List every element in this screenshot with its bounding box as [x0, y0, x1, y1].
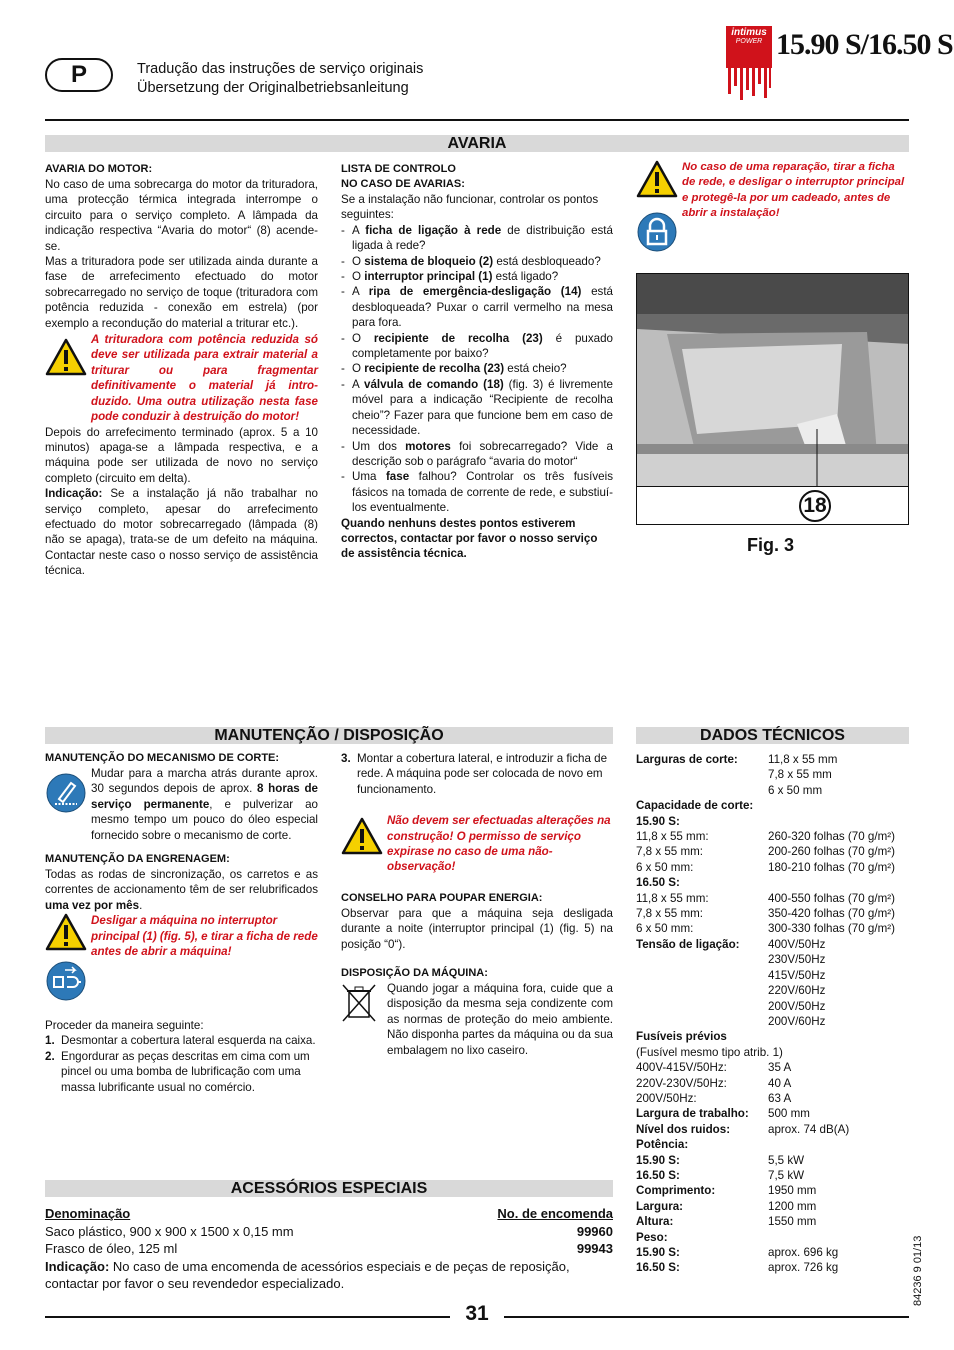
spec-row: 15.90 S:	[636, 814, 680, 828]
manut-col2	[341, 751, 613, 1058]
spec-row: Tensão de ligação: 400V/50Hz	[636, 937, 826, 951]
step-2: 2. Engordurar as peças descritas em cima com um pincel ou uma bomba de lubrificação com uma massa lubrificante usual no comércio.	[45, 1049, 310, 1094]
oil-can-icon	[45, 772, 87, 814]
warning-icon	[45, 913, 87, 951]
spec-row: 15.90 S: 5,5 kW	[636, 1153, 805, 1167]
spec-row: Largura de trabalho: 500 mm	[636, 1107, 810, 1121]
fig3-photo	[636, 273, 909, 525]
motor-fault-p1: No caso de uma sobrecarga do motor da trituradora, uma protecção térmica integrada interrompe o circuito para o serviço completo. A lâmpada da indicação respectiva “Avaria do motor“ (8) acende-se.	[45, 178, 318, 253]
doc-code: 84236 9 01/13	[912, 1235, 924, 1306]
crossed-bin-icon	[341, 981, 379, 1023]
motor-fault-note: Indicação: Se a instalação já não trabalhar no serviço completo, apesar do arrefecimento efectuado do motor sobrecarregado (lâmpada (8) não se apaga), trata-se de um defeito na máquina. Contactar neste caso o nosso serviço de assistência técnica.	[45, 487, 318, 578]
spec-row: 6 x 50 mm	[768, 783, 823, 797]
checklist-item: - O sistema de bloqueio (2) está desbloqueado?	[341, 254, 601, 268]
disposal-text: Quando jogar a máquina fora, cuide que a disposição da mesma seja condizente com as normas de proteção do meio ambiente. Não disponha partes da máquina ou da sua embalagem no lixo caseiro.	[387, 982, 613, 1057]
spec-row: 6 x 50 mm: 300-330 folhas (70 g/m²)	[636, 922, 895, 936]
spec-row: 200V/60Hz	[768, 1014, 826, 1028]
spec-row: Larguras de corte: 11,8 x 55 mm	[636, 753, 838, 766]
warning-icon	[636, 160, 678, 198]
energy-heading: CONSELHO PARA POUPAR ENERGIA:	[341, 891, 543, 904]
spec-row: 7,8 x 55 mm: 200-260 folhas (70 g/m²)	[636, 845, 895, 859]
gear-maint-heading: MANUTENÇÃO DA ENGRENAGEM:	[45, 853, 230, 866]
spec-row: 220V/60Hz	[768, 984, 826, 998]
col-name-header: Denominação	[45, 1206, 131, 1221]
acess-header-row	[45, 1205, 613, 1223]
spec-row: 7,8 x 55 mm: 350-420 folhas (70 g/m²)	[636, 907, 895, 921]
lang-badge: P	[45, 58, 113, 92]
spec-row: 415V/50Hz	[768, 968, 826, 982]
avaria-heading: AVARIA	[45, 135, 909, 152]
spec-row: 400V-415V/50Hz: 35 A	[636, 1061, 792, 1075]
checklist-item: - A válvula de comando (18) (fig. 3) é livremente móvel para a indicação “Recipiente de recolha cheio”? Fazer para que funcione bem em caso de necessidade.	[341, 377, 613, 438]
table-row: Frasco de óleo, 125 ml 99943	[45, 1241, 613, 1256]
page-number: 31	[465, 1302, 489, 1325]
spec-row: Potência:	[636, 1138, 689, 1152]
spec-row: 11,8 x 55 mm: 400-550 folhas (70 g/m²)	[636, 891, 895, 905]
cutting-maint-text: Mudar para a marcha atrás durante aprox. 30 segundos depois de aprox. 8 horas de serviço permanente, e pulverizar ao mesmo tempo um pouco do óleo especial fornecido sobre o mecanismo de corte.	[91, 767, 318, 842]
cutting-maint-heading: MANUTENÇÃO DO MECANISMO DE CORTE:	[45, 752, 280, 764]
checklist-item: - O recipiente de recolha (23) é puxado completamente por baixo?	[341, 331, 613, 361]
checklist-intro: Se a instalação não funcionar, controlar os pontos seguintes:	[341, 193, 599, 222]
avaria-col3	[636, 160, 909, 258]
spec-row: Peso:	[636, 1230, 668, 1244]
spec-row: 16.50 S: 7,5 kW	[636, 1168, 805, 1182]
checklist-heading: LISTA DE CONTROLO	[341, 163, 456, 175]
fig3-illustration	[637, 274, 909, 525]
checklist	[341, 223, 613, 516]
spec-row: 6 x 50 mm: 180-210 folhas (70 g/m²)	[636, 860, 895, 874]
spec-row: 11,8 x 55 mm: 260-320 folhas (70 g/m²)	[636, 830, 895, 844]
checklist-closing: Quando nenhuns destes pontos estiverem correctos, contactar por favor o nosso serviço de assistência técnica.	[341, 516, 598, 561]
callout-18: 18	[799, 490, 831, 522]
spec-row: Fusíveis prévios	[636, 1030, 727, 1044]
repair-warning: No caso de uma reparação, tirar a ficha de rede, e desligar o interruptor principal e protegê-la por um cadeado, antes de abrir a instalação!	[682, 161, 905, 220]
modification-warning: Não devem ser efectuadas alterações na construção! O permisso de serviço expirase no caso de uma não-observação!	[387, 814, 611, 874]
spec-row: 16.50 S:	[636, 876, 680, 890]
spec-table	[636, 752, 909, 1276]
spec-row: Capacidade de corte:	[636, 799, 754, 813]
spec-row: Largura: 1200 mm	[636, 1199, 817, 1213]
spec-row: (Fusível mesmo tipo atrib. 1)	[636, 1045, 783, 1059]
avaria-col2	[341, 162, 613, 562]
table-row: Saco plástico, 900 x 900 x 1500 x 0,15 mm 99960	[45, 1223, 613, 1239]
footer-rule-left	[45, 1316, 450, 1318]
gear-maint-warning: Desligar a máquina no interruptor principal (1) (fig. 5), e tirar a ficha de rede antes de abrir a máquina!	[91, 914, 318, 959]
motor-fault-heading: AVARIA DO MOTOR:	[45, 163, 153, 175]
checklist-item: - Um dos motores foi sobrecarregado? Vide a descrição sob o parágrafo “avaria do motor“	[341, 439, 613, 468]
spec-row: Nível dos ruidos: aprox. 74 dB(A)	[636, 1122, 850, 1136]
checklist-subheading: NO CASO DE AVARIAS:	[341, 178, 465, 190]
spec-row: 15.90 S: aprox. 696 kg	[636, 1246, 839, 1259]
spec-row: 16.50 S: aprox. 726 kg	[636, 1261, 839, 1275]
step-1: 1. Desmontar a cobertura lateral esquerda na caixa.	[45, 1034, 316, 1048]
checklist-item: - O recipiente de recolha (23) está cheio?	[341, 362, 567, 376]
motor-fault-p2: Mas a trituradora pode ser utilizada ainda durante a fase de arrefecimento efectuado do motor sobrecarregado no serviço de toque (trituradora com potência reduzida - conexão em estrela) (por exemplo a recondução do material a triturar etc.).	[45, 255, 318, 330]
padlock-icon	[636, 211, 678, 253]
motor-fault-warning: A trituradora com potência reduzida só deve ser utilizada para extrair material a triturar ou para fragmentar definitivamente o material já intro-duzido. Uma outra utilização nesta fase pode conduzir à destruição do motor!	[91, 333, 318, 424]
checklist-item: - A ficha de ligação à rede de distribuição está ligada à rede?	[341, 223, 613, 253]
shred-strips-icon	[726, 48, 772, 108]
spec-row: 230V/50Hz	[768, 953, 826, 967]
checklist-item: - Uma fase falhou? Controlar os três fusíveis fásicos na tomada de corrente de rede, e substiuí-los eventualmente.	[341, 470, 614, 515]
header-title-pt: Tradução das instruções de serviço originais	[137, 61, 424, 77]
spec-row: 220V-230V/50Hz: 40 A	[636, 1076, 792, 1090]
brand-name: intimus	[731, 27, 767, 38]
avaria-col1	[45, 162, 318, 579]
fig3-caption: Fig. 3	[747, 535, 795, 555]
checklist-item: - O interruptor principal (1) está ligado?	[341, 270, 559, 284]
procedure-intro: Proceder da maneira seguinte:	[45, 1019, 204, 1033]
manut-col1	[45, 751, 318, 1095]
spec-row: 200V/50Hz	[768, 999, 826, 1013]
header-title-de: Übersetzung der Originalbetriebsanleitung	[137, 80, 409, 96]
spec-row: 200V/50Hz: 63 A	[636, 1091, 792, 1105]
acess-heading: ACESSÓRIOS ESPECIAIS	[45, 1180, 613, 1197]
brand-sub: POWER	[735, 38, 763, 45]
acess-note: Indicação: No caso de uma encomenda de acessórios especiais e de peças de reposição, contactar por favor o seu revendedor especializado.	[45, 1258, 570, 1291]
col-no-header: No. de encomenda	[497, 1206, 613, 1221]
footer-rule-right	[504, 1316, 909, 1318]
spec-row: Altura: 1550 mm	[636, 1215, 817, 1229]
header-rule	[45, 119, 909, 121]
manut-heading: MANUTENÇÃO / DISPOSIÇÃO	[45, 727, 613, 744]
dados-heading: DADOS TÉCNICOS	[636, 727, 909, 744]
step-3: 3. Montar a cobertura lateral, e introduzir a ficha de rede. A máquina pode ser colocada de novo em funcionamento.	[341, 752, 608, 796]
spec-row: Comprimento: 1950 mm	[636, 1184, 817, 1198]
brand-logo	[726, 26, 772, 108]
unplug-icon	[45, 960, 87, 1002]
energy-text: Observar para que a máquina seja desligada durante a noite (interruptor principal (1) (fig. 5) na posição “0“).	[341, 906, 613, 951]
warning-icon	[45, 338, 87, 376]
checklist-item: - A ripa de emergência-desligação (14) está desbloqueada? Puxar o carril vermelho na mesa para fora.	[341, 285, 613, 330]
motor-fault-p3: Depois do arrefecimento terminado (aprox. 5 a 10 minutos) apaga-se a lâmpada respectiva, e a máquina pode ser utilizada de novo no serviço completo (circuito em delta).	[45, 425, 318, 485]
acess-table	[45, 1205, 613, 1293]
disposal-heading: DISPOSIÇÃO DA MÁQUINA:	[341, 967, 488, 980]
spec-row: 7,8 x 55 mm	[768, 768, 832, 782]
gear-maint-text: Todas as rodas de sincronização, os carretos e as correntes de accionamento têm de ser relubrificados uma vez por mês.	[45, 868, 318, 912]
model-title: 15.90 S/16.50 S	[776, 28, 953, 61]
warning-icon	[341, 817, 383, 855]
